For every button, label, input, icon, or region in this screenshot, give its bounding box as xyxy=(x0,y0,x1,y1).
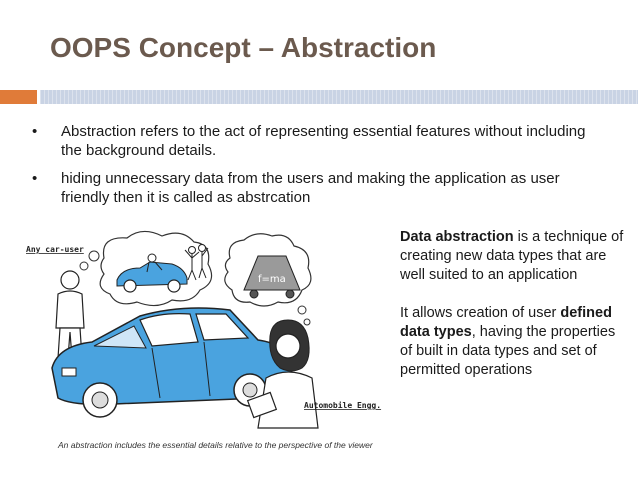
bullet-text: Abstraction refers to the act of representing essential features without including the background details. xyxy=(61,123,586,159)
side-p1-rest: is a technique of creating new data types that are well suited to an application xyxy=(400,229,624,283)
side-p1-bold: Data abstraction xyxy=(400,229,514,245)
side-p2-rest: , having the properties of built in data types and set of permitted operations xyxy=(400,324,616,378)
slide-title: OOPS Concept – Abstraction xyxy=(50,32,437,63)
thought-bubble-right xyxy=(225,234,311,325)
figure-caption: An abstraction includes the essential details relative to the perspective of the viewer xyxy=(58,440,373,450)
bullet-icon: • xyxy=(32,170,38,187)
title-divider-bar xyxy=(40,90,638,104)
side-paragraph-2 xyxy=(400,304,625,380)
bullet-list xyxy=(30,122,590,216)
thought-bubble-left xyxy=(71,231,212,305)
bullet-item xyxy=(30,122,590,160)
bullet-text: hiding unnecessary data from the users and making the application as user friendly then it is called as abstrcation xyxy=(61,170,560,206)
side-description xyxy=(400,228,625,399)
side-p2-bold: defined data types xyxy=(400,305,612,340)
bullet-icon: • xyxy=(32,123,38,140)
side-paragraph-1 xyxy=(400,228,625,285)
side-p2-start: It allows creation of user xyxy=(400,305,561,321)
abstraction-illustration xyxy=(22,228,387,458)
figure-label-engineer: Automobile Engg. xyxy=(304,401,382,410)
bullet-item xyxy=(30,169,590,207)
figure-label-car-user: Any car-user xyxy=(26,245,84,254)
title-accent-bar xyxy=(0,90,37,104)
formula-text: f=ma xyxy=(258,274,286,285)
